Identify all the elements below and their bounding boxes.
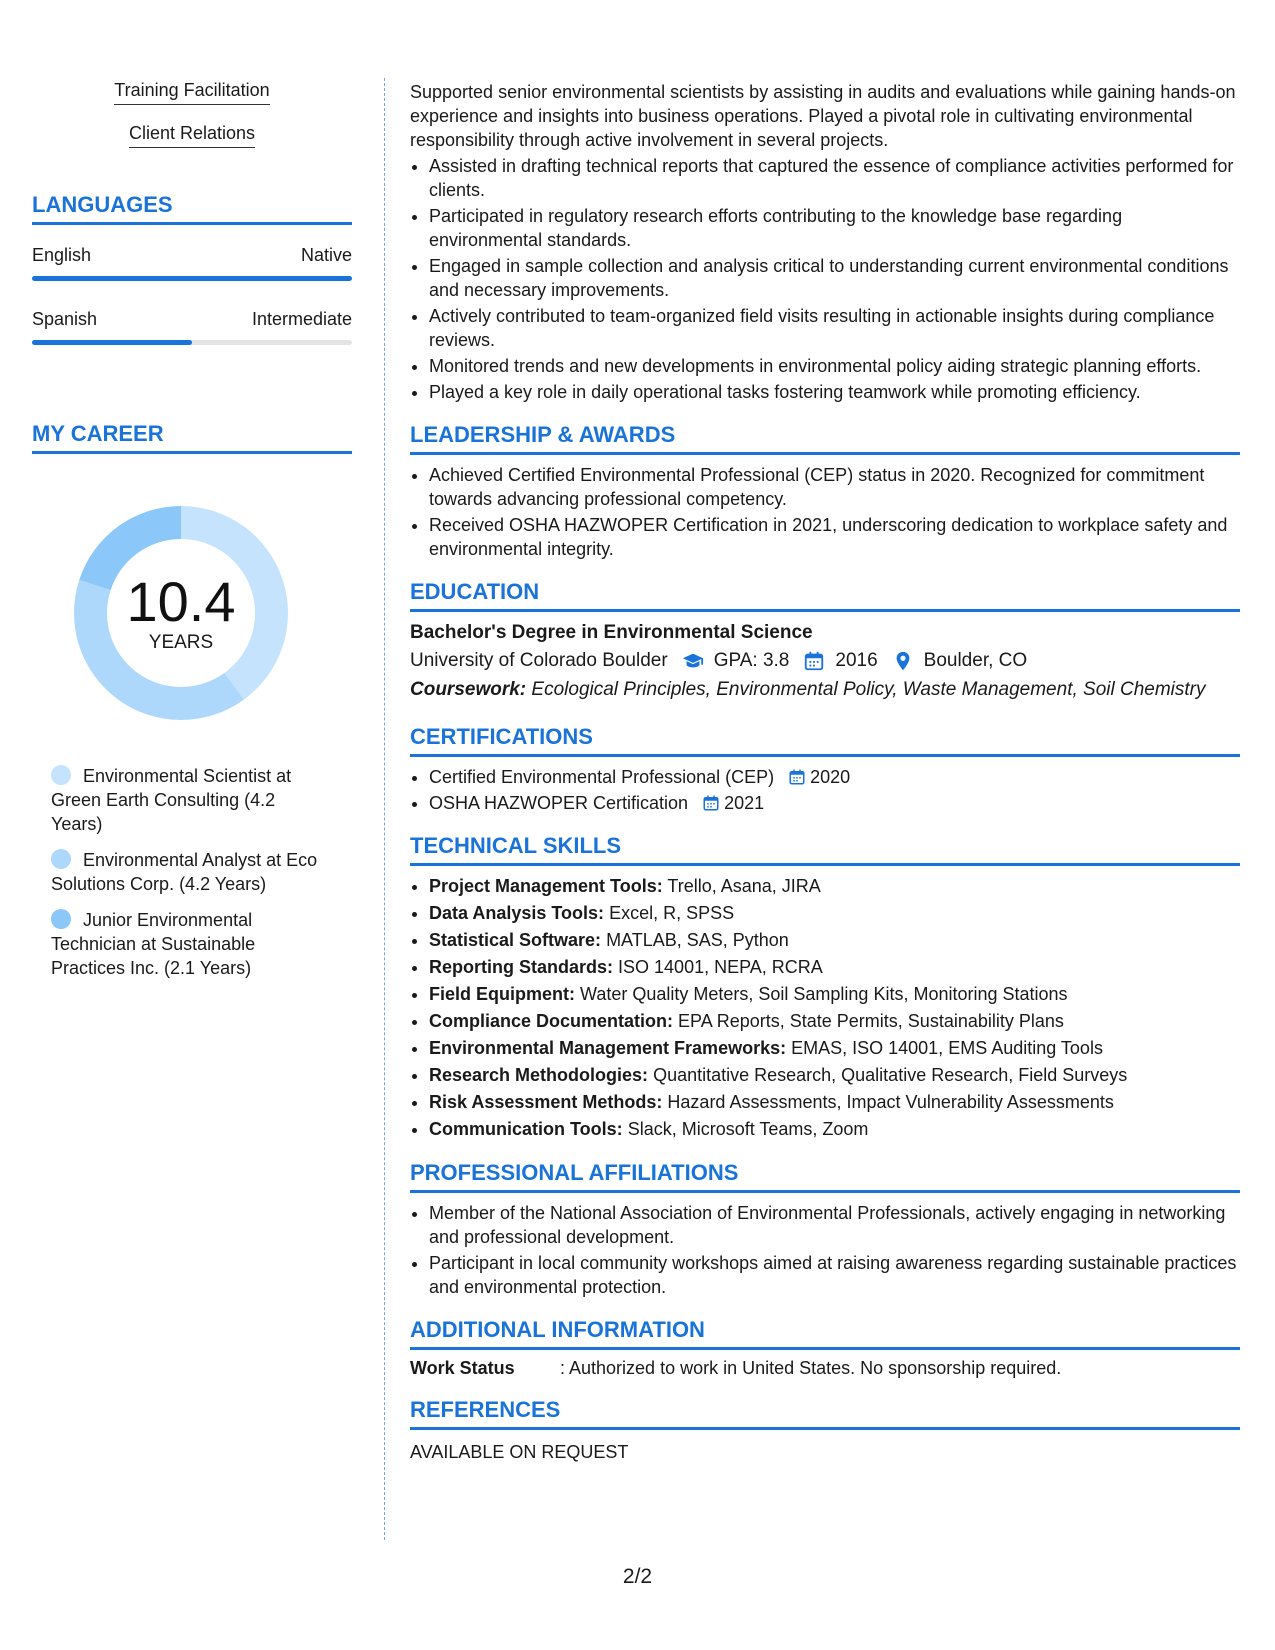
career-legend-label: Junior Environmental Technician at Sustainable Practices Inc. (2.1 Years) [51,910,256,978]
section-heading: REFERENCES [410,1397,1240,1430]
language-proficiency-fill [32,340,192,345]
certification-item [429,791,1240,815]
skill-value: Water Quality Meters, Soil Sampling Kits, Monitoring Stations [580,984,1068,1004]
bullet-item: • Actively contributed to team-organized field visits resulting in actionable insights during compliance reviews. [429,304,1240,352]
affiliations-list [410,1201,1240,1299]
skill-label: Data Analysis Tools: [429,903,605,923]
language-name: English [32,245,92,265]
skill-value: Slack, Microsoft Teams, Zoom [627,1119,869,1139]
skill-item [429,1117,1240,1142]
skill-value: Hazard Assessments, Impact Vulnerability Assessments [667,1092,1114,1112]
references-text: AVAILABLE ON REQUEST [410,1442,629,1462]
legend-dot-icon [51,765,71,785]
section-heading: ADDITIONAL INFORMATION [410,1317,1240,1350]
language-item [32,309,352,345]
skill-value: EMAS, ISO 14001, EMS Auditing Tools [791,1038,1103,1058]
career-legend-item [51,764,321,836]
main-column [410,80,1240,1464]
page-number: 2/2 [622,1565,653,1588]
work-status-row [410,1358,1240,1379]
technical-skills-section [410,833,1240,1142]
skill-item [429,982,1240,1007]
references-section [410,1397,1240,1464]
work-status-value: : Authorized to work in United States. No sponsorship required. [560,1358,1062,1378]
language-level: Intermediate [251,309,352,329]
bullet-item: • Engaged in sample collection and analysis critical to understanding current environmental conditions and necessary improvements. [429,254,1240,302]
education-meta [410,650,1240,672]
skill-item [429,955,1240,980]
bullet-item: • Member of the National Association of Environmental Professionals, actively engaging in networking and professional development. [429,1201,1240,1249]
certifications-list [410,765,1240,815]
school-name: University of Colorado Boulder [410,650,668,671]
certification-year: 2021 [724,793,765,813]
skill-item [429,1036,1240,1061]
technical-skills-list [410,874,1240,1142]
section-heading: PROFESSIONAL AFFILIATIONS [410,1160,1240,1193]
legend-dot-icon [51,849,71,869]
career-donut-chart [66,498,296,728]
bullet-item: • Received OSHA HAZWOPER Certification in 2021, underscoring dedication to workplace safety and environmental integrity. [429,513,1240,561]
legend-dot-icon [51,909,71,929]
skill-label: Reporting Standards: [429,957,614,977]
language-level: Native [300,245,352,265]
affiliations-section [410,1160,1240,1299]
skill-item [429,928,1240,953]
languages-heading: LANGUAGES [32,192,352,225]
skill-label: Project Management Tools: [429,876,663,896]
coursework [410,678,1240,702]
bullet-item: • Participant in local community workshops aimed at raising awareness regarding sustainable practices and environmental protection. [429,1251,1240,1299]
skill-value: MATLAB, SAS, Python [606,930,789,950]
location-pin-icon [892,650,914,672]
career-total-unit: YEARS [148,632,214,653]
graduation-cap-icon [682,650,704,672]
certification-name: • Certified Environmental Professional (CEP) [429,767,775,787]
certifications-section [410,724,1240,815]
language-proficiency-fill [32,276,352,281]
skill-item [429,1063,1240,1088]
work-status-label: Work Status [410,1358,515,1378]
skill-item [429,901,1240,926]
skill-tag-label: Training Facilitation [114,80,269,105]
experience-bullets [410,154,1240,404]
school-location: Boulder, CO [923,650,1028,671]
language-name: Spanish [32,309,98,329]
skill-value: EPA Reports, State Permits, Sustainability Plans [678,1011,1064,1031]
skill-label: Communication Tools: [429,1119,623,1139]
skill-tag-label: Client Relations [129,123,255,148]
bullet-item: • Participated in regulatory research efforts contributing to the knowledge base regarding environmental standards. [429,204,1240,252]
skill-item [429,1009,1240,1034]
skill-item [429,1090,1240,1115]
coursework-list: Ecological Principles, Environmental Policy, Waste Management, Soil Chemistry [531,679,1206,700]
leadership-section [410,422,1240,561]
career-total-years: 10.4 [126,570,236,633]
calendar-icon [702,794,720,812]
career-heading: MY CAREER [32,421,352,454]
skill-value: ISO 14001, NEPA, RCRA [618,957,823,977]
bullet-item: • Achieved Certified Environmental Professional (CEP) status in 2020. Recognized for commitment towards advancing professional competency. [429,463,1240,511]
language-item [32,245,352,281]
section-heading: LEADERSHIP & AWARDS [410,422,1240,455]
skill-label: Environmental Management Frameworks: [429,1038,787,1058]
certification-year: 2020 [810,767,851,787]
additional-info-section [410,1317,1240,1379]
skill-label: Compliance Documentation: [429,1011,674,1031]
certification-item [429,765,1240,789]
graduation-year: 2016 [835,650,878,671]
certification-name: • OSHA HAZWOPER Certification [429,793,689,813]
language-proficiency-bar [32,340,352,345]
skill-value: Excel, R, SPSS [609,903,735,923]
coursework-label: Coursework: [410,679,527,700]
leadership-list [410,463,1240,561]
education-section [410,579,1240,702]
career-legend-label: Environmental Scientist at Green Earth Consulting (4.2 Years) [51,766,292,834]
skill-tag [32,80,352,105]
skill-value: Quantitative Research, Qualitative Research, Field Surveys [653,1065,1128,1085]
degree-title: Bachelor's Degree in Environmental Science [410,622,813,643]
column-divider [384,78,385,1540]
career-legend-item [51,848,321,896]
gpa: GPA: 3.8 [713,650,790,671]
skill-label: Field Equipment: [429,984,575,1004]
experience-summary: Supported senior environmental scientists by assisting in audits and evaluations while gaining hands-on experience and insights into business operations. Played a pivotal role in cultivating environmental responsibility through active involvement in several projects. [410,82,1236,150]
calendar-icon [803,650,825,672]
skill-value: Trello, Asana, JIRA [667,876,821,896]
career-legend-label: Environmental Analyst at Eco Solutions Corp. (4.2 Years) [51,850,318,894]
bullet-item: • Played a key role in daily operational tasks fostering teamwork while promoting efficiency. [429,380,1240,404]
skill-label: Statistical Software: [429,930,602,950]
section-heading: TECHNICAL SKILLS [410,833,1240,866]
sidebar [32,80,352,992]
skill-label: Research Methodologies: [429,1065,649,1085]
calendar-icon [788,768,806,786]
language-proficiency-bar [32,276,352,281]
bullet-item: • Monitored trends and new developments in environmental policy aiding strategic planning efforts. [429,354,1240,378]
bullet-item: • Assisted in drafting technical reports that captured the essence of compliance activities performed for clients. [429,154,1240,202]
career-legend [51,764,321,980]
section-heading: EDUCATION [410,579,1240,612]
skill-label: Risk Assessment Methods: [429,1092,663,1112]
skill-item [429,874,1240,899]
career-legend-item [51,908,321,980]
skill-tag [32,123,352,148]
section-heading: CERTIFICATIONS [410,724,1240,757]
